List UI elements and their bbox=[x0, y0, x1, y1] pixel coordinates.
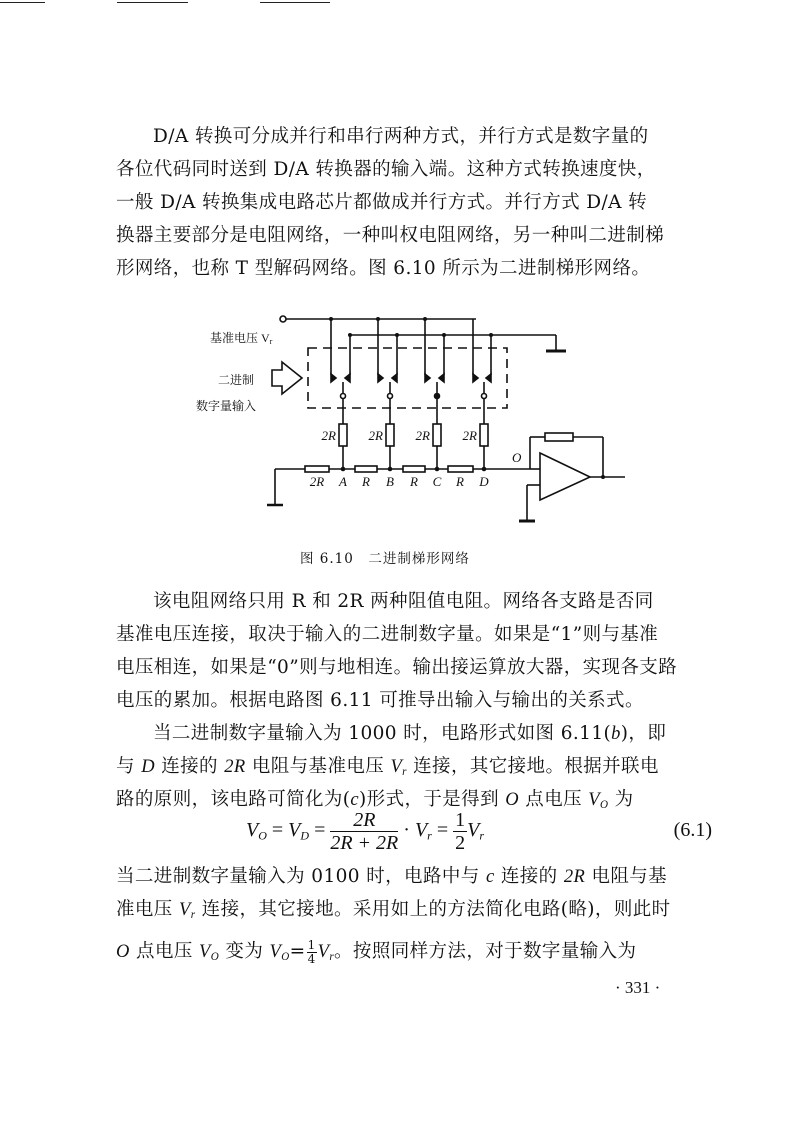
node-label-d: D bbox=[479, 474, 489, 489]
node-label-b: B bbox=[386, 474, 394, 489]
paragraph-1000-case bbox=[116, 717, 720, 816]
text-line: 一般 D/A 转换集成电路芯片都做成并行方式。并行方式 D/A 转 bbox=[116, 192, 648, 213]
ladder-resistor-label: R bbox=[410, 474, 418, 489]
text-line: 路的原则，该电路可简化为(c)形式，于是得到 O 点电压 $V_O$ 为 bbox=[116, 789, 634, 812]
ladder-resistor-label: R bbox=[362, 474, 370, 489]
paragraph-0100-case bbox=[116, 860, 720, 970]
fraction: $\frac{2R}{2R + 2R}$ bbox=[330, 808, 399, 854]
header-rule-3 bbox=[260, 2, 330, 3]
op-amp bbox=[540, 453, 590, 500]
figure-caption: 图 6.10 二进制梯形网络 bbox=[300, 551, 470, 567]
vref-label: 基准电压 Vr bbox=[210, 331, 273, 346]
ladder-network-figure bbox=[180, 300, 640, 535]
branch-resistor-label: 2R bbox=[415, 428, 430, 443]
branch-resistor-label: 2R bbox=[321, 428, 336, 443]
header-rule-1 bbox=[0, 2, 45, 3]
node-label-c: C bbox=[432, 474, 442, 489]
page-number: · 331 · bbox=[615, 978, 661, 997]
text-line: 当二进制数字量输入为 0100 时，电路中与 c 连接的 2R 电阻与基 bbox=[116, 866, 668, 887]
input-label-line1: 二进制 bbox=[218, 373, 255, 387]
paragraph-intro bbox=[116, 120, 720, 285]
text-line: 与 D 连接的 2R 电阻与基准电压 $V_r$ 连接，其它接地。根据并联电 bbox=[116, 756, 659, 779]
paragraph-network bbox=[116, 585, 720, 717]
feedback-resistor bbox=[545, 433, 573, 441]
text-line: 换器主要部分是电阻网络，一种叫权电阻网络，另一种叫二进制梯 bbox=[116, 225, 665, 246]
switch-group bbox=[331, 319, 491, 399]
text-line: 当二进制数字量输入为 1000 时，电路形式如图 6.11(b)，即 bbox=[153, 723, 667, 744]
text-line: 各位代码同时送到 D/A 转换器的输入端。这种方式转换速度快， bbox=[116, 159, 656, 180]
ladder-resistor-label: 2R bbox=[309, 474, 325, 489]
branch-resistor-label: 2R bbox=[368, 428, 383, 443]
text-line: 准电压 $V_r$ 连接，其它接地。采用如上的方法简化电路(略)，则此时 bbox=[116, 899, 671, 922]
vref-terminal bbox=[280, 316, 286, 322]
text-line: O 点电压 $V_O$ 变为 $V_O=$ $\frac{1}{4}$ $V_r$。按照同样方法，对于数字量输入为 bbox=[116, 937, 637, 966]
text-line: 电压的累加。根据电路图 6.11 可推导出输入与输出的关系式。 bbox=[116, 690, 644, 711]
text-line: 该电阻网络只用 R 和 2R 两种阻值电阻。网络各支路是否同 bbox=[153, 591, 654, 612]
text-line: 基准电压连接，取决于输入的二进制数字量。如果是“1”则与基准 bbox=[116, 624, 659, 645]
ladder-line bbox=[275, 466, 530, 472]
node-label-a: A bbox=[339, 474, 347, 489]
header-rule-2 bbox=[117, 2, 188, 3]
fraction: $\frac{1}{4}$ bbox=[307, 937, 316, 966]
branch-resistor-label: 2R bbox=[462, 428, 477, 443]
text-line: D/A 转换可分成并行和串行两种方式，并行方式是数字量的 bbox=[153, 126, 649, 147]
text-line: 电压相连，如果是“0”则与地相连。输出接运算放大器，实现各支路 bbox=[116, 657, 678, 678]
equation-6-1: $V_O = V_D$ = $\frac{2R}{2R + 2R}$ · $V_r$ = $\frac{1}{2}$ $V_r$ (6.1) bbox=[246, 804, 716, 856]
input-label-line2: 数字量输入 bbox=[196, 399, 257, 413]
ladder-resistor-label: R bbox=[456, 474, 464, 489]
input-arrow-icon bbox=[272, 362, 302, 394]
output-node-label: O bbox=[512, 450, 522, 465]
equation-number: (6.1) bbox=[673, 819, 712, 841]
fraction: $\frac{1}{2}$ bbox=[455, 808, 466, 854]
text-line: 形网络，也称 T 型解码网络。图 6.10 所示为二进制梯形网络。 bbox=[116, 258, 651, 279]
